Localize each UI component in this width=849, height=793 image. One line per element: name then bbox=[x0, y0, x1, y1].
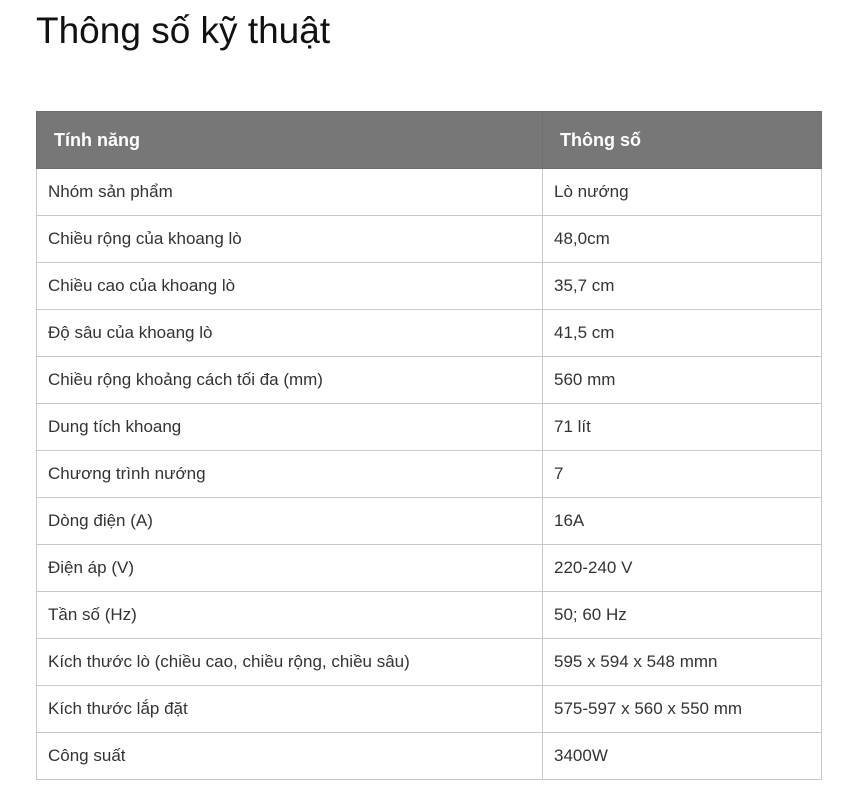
table-row bbox=[37, 733, 822, 780]
header-row bbox=[37, 112, 822, 169]
table-row bbox=[37, 169, 822, 216]
value-cell: Lò nướng bbox=[543, 169, 822, 216]
feature-cell: Độ sâu của khoang lò bbox=[37, 310, 543, 357]
feature-cell: Chiều rộng khoảng cách tối đa (mm) bbox=[37, 357, 543, 404]
value-cell: 35,7 cm bbox=[543, 263, 822, 310]
value-cell: 16A bbox=[543, 498, 822, 545]
value-cell: 48,0cm bbox=[543, 216, 822, 263]
table-row bbox=[37, 639, 822, 686]
value-cell: 575-597 x 560 x 550 mm bbox=[543, 686, 822, 733]
value-cell: 7 bbox=[543, 451, 822, 498]
value-cell: 50; 60 Hz bbox=[543, 592, 822, 639]
value-cell: 41,5 cm bbox=[543, 310, 822, 357]
value-cell: 71 lít bbox=[543, 404, 822, 451]
spec-table-header bbox=[37, 112, 822, 169]
spec-table-body bbox=[37, 169, 822, 780]
feature-cell: Nhóm sản phẩm bbox=[37, 169, 543, 216]
feature-cell: Chương trình nướng bbox=[37, 451, 543, 498]
spec-table bbox=[36, 111, 822, 780]
feature-cell: Kích thước lò (chiều cao, chiều rộng, chiều sâu) bbox=[37, 639, 543, 686]
feature-cell: Kích thước lắp đặt bbox=[37, 686, 543, 733]
feature-cell: Dòng điện (A) bbox=[37, 498, 543, 545]
header-value: Thông số bbox=[543, 112, 822, 169]
table-row bbox=[37, 592, 822, 639]
feature-cell: Dung tích khoang bbox=[37, 404, 543, 451]
value-cell: 560 mm bbox=[543, 357, 822, 404]
value-cell: 595 x 594 x 548 mmn bbox=[543, 639, 822, 686]
page-title: Thông số kỹ thuật bbox=[36, 10, 331, 51]
value-cell: 3400W bbox=[543, 733, 822, 780]
table-row bbox=[37, 310, 822, 357]
table-row bbox=[37, 404, 822, 451]
table-row bbox=[37, 263, 822, 310]
table-row bbox=[37, 545, 822, 592]
header-feature: Tính năng bbox=[37, 112, 543, 169]
table-row bbox=[37, 451, 822, 498]
feature-cell: Tần số (Hz) bbox=[37, 592, 543, 639]
feature-cell: Công suất bbox=[37, 733, 543, 780]
table-row bbox=[37, 216, 822, 263]
feature-cell: Điện áp (V) bbox=[37, 545, 543, 592]
table-row bbox=[37, 357, 822, 404]
table-row bbox=[37, 498, 822, 545]
value-cell: 220-240 V bbox=[543, 545, 822, 592]
feature-cell: Chiều cao của khoang lò bbox=[37, 263, 543, 310]
table-row bbox=[37, 686, 822, 733]
feature-cell: Chiều rộng của khoang lò bbox=[37, 216, 543, 263]
